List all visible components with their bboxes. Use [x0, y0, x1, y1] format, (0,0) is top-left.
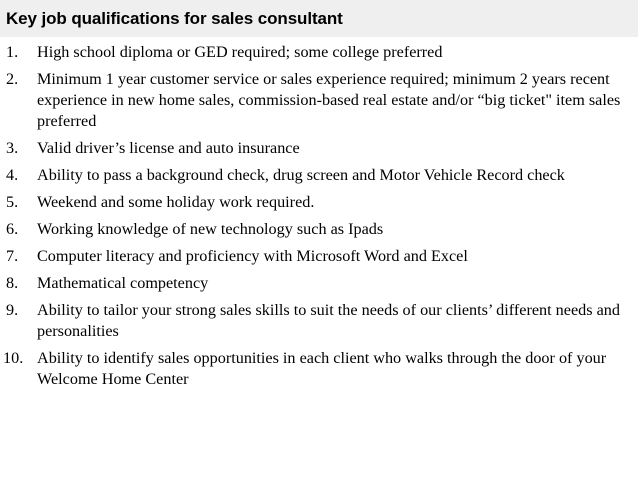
- list-item: [0, 165, 638, 186]
- list-item: [0, 42, 638, 63]
- list-item-number: 6.: [6, 220, 19, 238]
- list-item: [0, 348, 638, 390]
- list-item-number: 1.: [6, 43, 19, 61]
- list-item-text: Computer literacy and proficiency with Microsoft Word and Excel: [37, 247, 468, 265]
- list-item-text: High school diploma or GED required; some college preferred: [37, 43, 443, 61]
- page-title: Key job qualifications for sales consultant: [6, 8, 343, 28]
- list-item-text: Minimum 1 year customer service or sales experience required; minimum 2 years recent experience in new home sales, commission-based real estate and/or “big ticket" item sales preferred: [37, 70, 621, 130]
- list-item: [0, 219, 638, 240]
- list-item-text: Ability to tailor your strong sales skills to suit the needs of our clients’ different needs and personalities: [37, 301, 620, 340]
- list-item: [0, 138, 638, 159]
- list-item: [0, 69, 638, 132]
- list-item: [0, 246, 638, 267]
- list-item-text: Working knowledge of new technology such as Ipads: [37, 220, 384, 238]
- list-item-number: 4.: [6, 166, 19, 184]
- list-item: [0, 273, 638, 294]
- list-item-number: 2.: [6, 70, 19, 88]
- list-item-text: Ability to identify sales opportunities in each client who walks through the door of your Welcome Home Center: [37, 349, 607, 388]
- list-item-text: Ability to pass a background check, drug screen and Motor Vehicle Record check: [37, 166, 565, 184]
- list-item-number: 10.: [3, 349, 24, 367]
- list-item-number: 3.: [6, 139, 19, 157]
- list-item: [0, 300, 638, 342]
- list-item: [0, 192, 638, 213]
- qualifications-list: [0, 42, 638, 396]
- list-item-number: 7.: [6, 247, 19, 265]
- title-bar: [0, 0, 638, 37]
- list-item-number: 8.: [6, 274, 19, 292]
- list-item-text: Weekend and some holiday work required.: [37, 193, 315, 211]
- list-item-text: Valid driver’s license and auto insurance: [37, 139, 300, 157]
- list-item-number: 9.: [6, 301, 19, 319]
- list-item-text: Mathematical competency: [37, 274, 209, 292]
- list-item-number: 5.: [6, 193, 19, 211]
